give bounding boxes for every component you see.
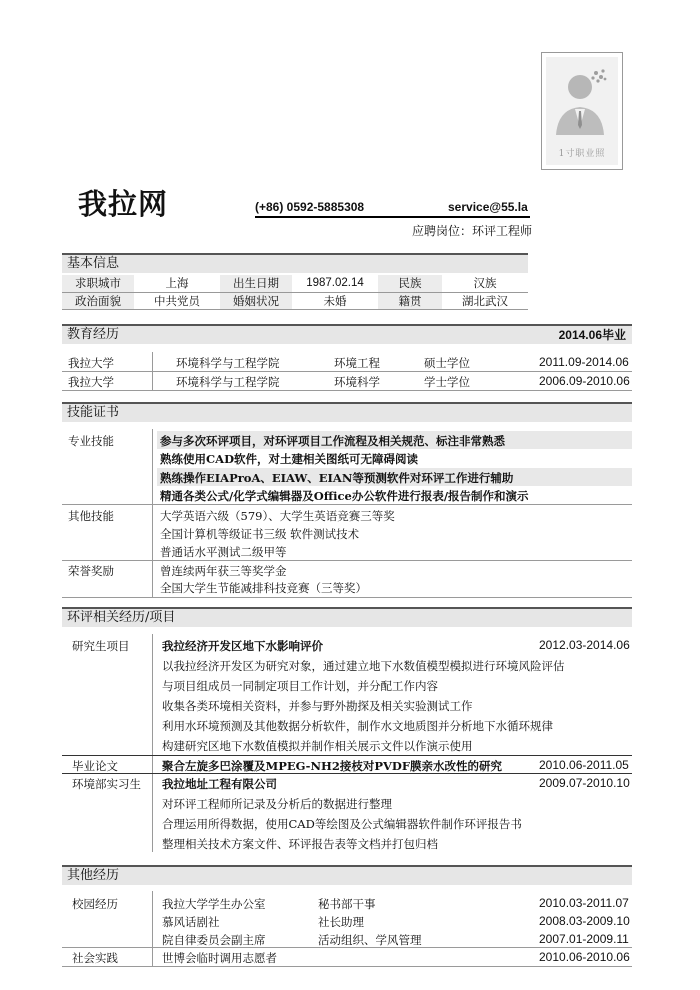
- email-address: service@55.la: [448, 200, 528, 214]
- honor-item: 全国大学生节能减排科技竞赛（三等奖）: [160, 581, 367, 595]
- edu-major: 环境工程: [334, 356, 380, 370]
- phone-number: (+86) 0592-5885308: [255, 200, 365, 214]
- intern-date: 2009.07-2010.10: [539, 776, 630, 790]
- skill-item: 熟练使用CAD软件，对土建相关图纸可无障碍阅读: [160, 452, 419, 466]
- intern-item: 合理运用所得数据，使用CAD等绘图及公式编辑器软件制作环评报告书: [162, 817, 522, 831]
- campus-date: 2007.01-2009.11: [539, 932, 629, 946]
- contact-divider: [255, 216, 530, 218]
- social-org: 世博会临时调用志愿者: [162, 951, 277, 965]
- table-cell: 出生日期: [220, 275, 292, 292]
- edu-date: 2006.09-2010.06: [539, 374, 630, 388]
- graduation-date: 2014.06毕业: [558, 328, 626, 342]
- divider: [62, 773, 632, 774]
- skill-item: 全国计算机等级证书三级 软件测试技术: [160, 527, 360, 541]
- edu-college: 环境科学与工程学院: [176, 356, 280, 370]
- skill-label-honor: 荣誉奖励: [68, 564, 114, 578]
- table-cell: 1987.02.14: [292, 275, 378, 292]
- research-title: 我拉经济开发区地下水影响评价: [162, 639, 323, 653]
- divider: [62, 755, 632, 756]
- skill-item: 普通话水平测试二级甲等: [160, 545, 287, 559]
- table-cell: 湖北武汉: [442, 292, 528, 309]
- divider: [62, 371, 632, 372]
- table-cell: 汉族: [442, 275, 528, 292]
- campus-date: 2010.03-2011.07: [539, 896, 629, 910]
- divider: [62, 504, 632, 505]
- table-cell: 民族: [378, 275, 442, 292]
- campus-role: 秘书部干事: [318, 897, 376, 911]
- skill-label-pro: 专业技能: [68, 434, 114, 448]
- section-skills: [62, 402, 632, 422]
- applied-position: 应聘岗位：环评工程师: [412, 224, 533, 238]
- edu-degree: 硕士学位: [424, 356, 470, 370]
- section-title: 技能证书: [67, 405, 120, 420]
- divider: [62, 966, 632, 967]
- section-title: 其他经历: [67, 868, 120, 883]
- edu-date: 2011.09-2014.06: [539, 355, 629, 369]
- honor-item: 曾连续两年获三等奖学金: [160, 564, 287, 578]
- divider: [152, 891, 153, 966]
- intern-item: 对环评工程师所记录及分析后的数据进行整理: [162, 797, 392, 811]
- skill-item: 参与多次环评项目，对环评项目工作流程及相关规范、标注非常熟悉: [157, 431, 632, 449]
- divider: [62, 597, 632, 598]
- research-label: 研究生项目: [72, 639, 130, 653]
- divider: [152, 429, 153, 597]
- candidate-name: 我拉网: [78, 187, 169, 221]
- table-row: [62, 292, 528, 309]
- intern-label: 环境部实习生: [72, 777, 141, 791]
- campus-role: 活动组织、学风管理: [318, 933, 422, 947]
- skill-label-other: 其他技能: [68, 509, 114, 523]
- divider: [62, 947, 632, 948]
- photo-caption: 1寸职业照: [558, 149, 606, 159]
- edu-school: 我拉大学: [68, 375, 114, 389]
- section-basic-info: [62, 253, 528, 273]
- edu-degree: 学士学位: [424, 375, 470, 389]
- skill-item: 精通各类公式/化学式编辑器及Office办公软件进行报表/报告制作和演示: [160, 489, 529, 503]
- social-label: 社会实践: [72, 951, 118, 965]
- research-item: 以我拉经济开发区为研究对象，通过建立地下水数值模型模拟进行环境风险评估: [162, 659, 565, 673]
- research-date: 2012.03-2014.06: [539, 638, 630, 652]
- divider: [62, 390, 632, 391]
- intern-item: 整理相关技术方案文件、环评报告表等文档并打包归档: [162, 837, 438, 851]
- campus-org: 院自律委员会副主席: [162, 933, 266, 947]
- thesis-label: 毕业论文: [72, 759, 118, 773]
- edu-major: 环境科学: [334, 375, 380, 389]
- table-cell: 未婚: [292, 292, 378, 309]
- campus-label: 校园经历: [72, 897, 118, 911]
- table-cell: 婚姻状况: [220, 292, 292, 309]
- social-date: 2010.06-2010.06: [539, 950, 630, 964]
- section-education: [62, 324, 632, 344]
- table-cell: 上海: [134, 275, 220, 292]
- thesis-date: 2010.06-2011.05: [539, 758, 629, 772]
- section-other: [62, 865, 632, 885]
- section-title: 环评相关经历/项目: [67, 610, 176, 625]
- skill-item: 熟练操作EIAProA、EIAW、EIAN等预测软件对环评工作进行辅助: [157, 468, 632, 486]
- table-cell: 政治面貌: [62, 292, 134, 309]
- campus-org: 我拉大学学生办公室: [162, 897, 266, 911]
- divider: [152, 634, 153, 852]
- research-item: 利用水环境预测及其他数据分析软件，制作水文地质图并分析地下水循环规律: [162, 719, 553, 733]
- research-item: 收集各类环境相关资料，并参与野外勘探及相关实验测试工作: [162, 699, 473, 713]
- table-cell: 中共党员: [134, 292, 220, 309]
- campus-date: 2008.03-2009.10: [539, 914, 630, 928]
- divider: [62, 560, 632, 561]
- campus-role: 社长助理: [318, 915, 364, 929]
- edu-college: 环境科学与工程学院: [176, 375, 280, 389]
- skill-item: 大学英语六级（579）、大学生英语竞赛三等奖: [160, 509, 395, 523]
- section-title: 教育经历: [67, 327, 120, 342]
- section-title: 基本信息: [67, 256, 120, 271]
- table-row: [62, 275, 528, 292]
- photo-placeholder: [546, 57, 618, 165]
- campus-org: 慕风话剧社: [162, 915, 220, 929]
- table-cell: 籍贯: [378, 292, 442, 309]
- research-item: 与项目组成员一同制定项目工作计划，并分配工作内容: [162, 679, 438, 693]
- section-projects: [62, 607, 632, 627]
- edu-school: 我拉大学: [68, 356, 114, 370]
- thesis-title: 聚合左旋多巴涂覆及MPEG-NH2接枝对PVDF膜亲水改性的研究: [162, 759, 503, 773]
- research-item: 构建研究区地下水数值模拟并制作相关展示文件以作演示使用: [162, 739, 473, 753]
- table-cell: 求职城市: [62, 275, 134, 292]
- profile-photo: [541, 52, 623, 170]
- intern-title: 我拉地址工程有限公司: [162, 777, 277, 791]
- basic-info-table: [62, 275, 528, 310]
